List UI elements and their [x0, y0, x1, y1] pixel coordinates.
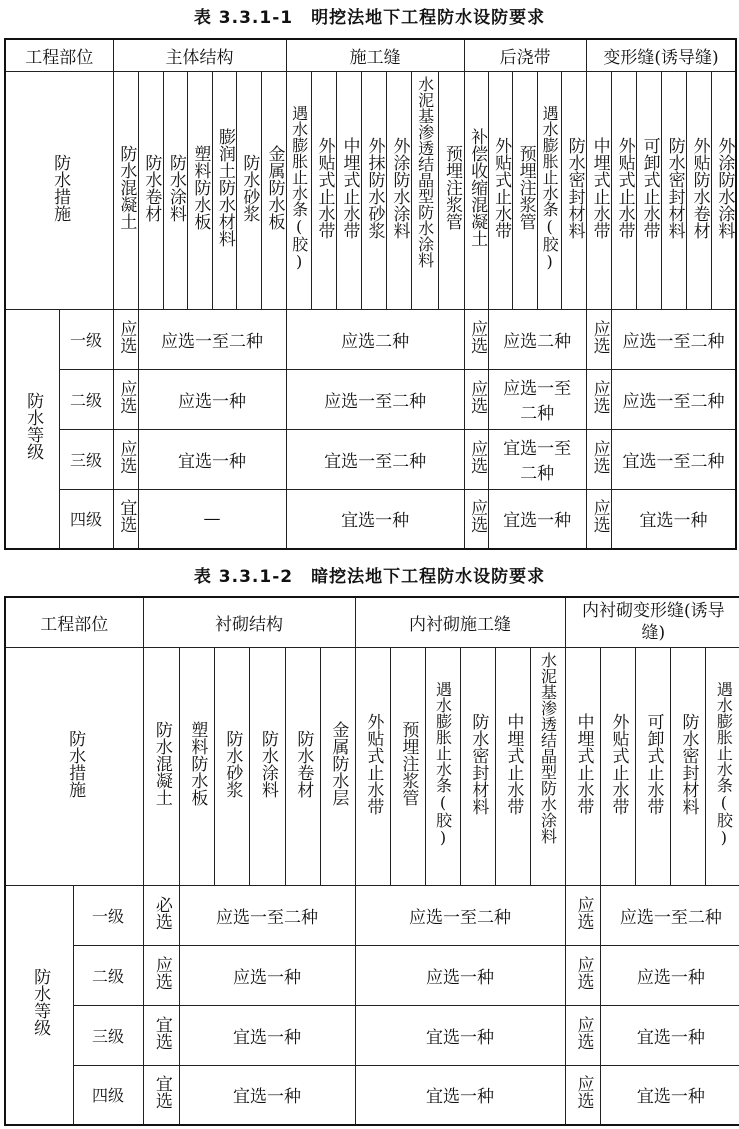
table-row — [5, 489, 736, 549]
part-label: 工程部位 — [5, 597, 143, 647]
table1-caption: 表 3.3.1-1 明挖法地下工程防水设防要求 — [193, 8, 546, 28]
measure-cell — [138, 71, 163, 309]
main-choice: — — [138, 489, 286, 549]
deform-requirement: 应选 — [589, 499, 610, 534]
measure-label: 预埋注浆管 — [398, 721, 419, 806]
deform-requirement: 应选 — [589, 379, 610, 414]
joint-choice: 应选一至二种 — [286, 369, 464, 429]
post-requirement: 应选 — [467, 319, 488, 354]
measure-label: 防水混凝土 — [151, 721, 172, 806]
level-label: 一级 — [59, 309, 113, 369]
measure-label: 中埋式止水带 — [339, 136, 360, 239]
main-requirement: 应选 — [151, 955, 172, 990]
req-cell — [143, 1065, 179, 1125]
req-cell — [586, 429, 611, 489]
measure-cell — [212, 71, 236, 309]
deform-choice: 宜选一种 — [600, 1005, 739, 1065]
grade-label: 防水等级 — [30, 968, 51, 1037]
measure-label: 外涂防水涂料 — [389, 136, 410, 239]
measure-cell — [113, 71, 138, 309]
deform-choice: 应选一至二种 — [611, 369, 736, 429]
req-cell — [113, 489, 138, 549]
grade-label-cell — [5, 885, 73, 1125]
table-row — [5, 369, 736, 429]
measure-label: 防水砂浆 — [222, 729, 243, 798]
level-label: 三级 — [59, 429, 113, 489]
measure-cell — [460, 647, 495, 885]
measure-cell — [355, 647, 390, 885]
deform-choice: 宜选一种 — [611, 489, 736, 549]
joint-choice: 宜选一种 — [355, 1065, 565, 1125]
measure-cell — [561, 71, 586, 309]
grade-label: 防水等级 — [23, 392, 44, 461]
main-choice: 宜选一种 — [179, 1065, 355, 1125]
level-label: 四级 — [73, 1065, 143, 1125]
table-row — [5, 1065, 739, 1125]
joint-choice: 宜选一种 — [355, 1005, 565, 1065]
measure-label: 金属防水层 — [328, 721, 349, 806]
req-cell — [464, 369, 488, 429]
measure-cell — [249, 647, 285, 885]
table-row — [5, 429, 736, 489]
measure-cell — [600, 647, 635, 885]
measure-label: 防水密封材料 — [564, 136, 585, 239]
measure-cell — [488, 71, 512, 309]
table2-tunneling-waterproofing — [4, 596, 739, 1126]
measure-label: 防水混凝土 — [116, 145, 137, 230]
main-choice: 应选一至二种 — [138, 309, 286, 369]
group-main-structure: 主体结构 — [113, 39, 286, 71]
measure-label: 可卸式止水带 — [639, 136, 660, 239]
group-lining-structure: 衬砌结构 — [143, 597, 355, 647]
measure-label: 防水卷材 — [141, 153, 162, 222]
req-cell — [143, 885, 179, 945]
req-cell — [565, 885, 600, 945]
deform-requirement: 应选 — [589, 319, 610, 354]
measure-label: 中埋式止水带 — [573, 712, 594, 815]
table1-open-cut-waterproofing — [4, 38, 737, 550]
measure-label: 补偿收缩混凝土 — [467, 128, 488, 247]
measure-label: 防水砂浆 — [239, 153, 260, 222]
measure-cell — [611, 71, 636, 309]
measure-label: 防水密封材料 — [664, 136, 685, 239]
measure-cell — [711, 71, 736, 309]
measures-label-cell — [5, 647, 143, 885]
measure-label: 防水密封材料 — [678, 712, 699, 815]
measure-cell — [464, 71, 488, 309]
measure-label: 外贴式止水带 — [491, 136, 512, 239]
main-requirement: 宜选 — [151, 1015, 172, 1050]
measure-label: 塑料防水板 — [190, 145, 211, 230]
measure-label: 中埋式止水带 — [503, 712, 524, 815]
measure-cell — [311, 71, 336, 309]
measure-label: 防水密封材料 — [468, 712, 489, 815]
deform-choice: 宜选一至二种 — [611, 429, 736, 489]
main-requirement: 应选 — [116, 379, 137, 414]
table-row — [5, 1005, 739, 1065]
measure-label: 遇水膨胀止水条(胶) — [433, 680, 453, 847]
measure-cell — [390, 647, 425, 885]
main-choice: 宜选一种 — [138, 429, 286, 489]
level-label: 四级 — [59, 489, 113, 549]
measure-label: 预埋注浆管 — [442, 145, 463, 230]
measure-label: 水泥基渗透结晶型防水涂料 — [415, 75, 435, 268]
group-construction-joint: 施工缝 — [286, 39, 464, 71]
req-cell — [565, 1005, 600, 1065]
measure-label: 外涂防水涂料 — [714, 136, 735, 239]
measure-cell — [705, 647, 739, 885]
table-row — [5, 945, 739, 1005]
joint-choice: 应选一至二种 — [355, 885, 565, 945]
measure-cell — [163, 71, 187, 309]
table2-caption: 表 3.3.1-2 暗挖法地下工程防水设防要求 — [193, 567, 546, 587]
req-cell — [565, 945, 600, 1005]
part-label: 工程部位 — [5, 39, 113, 71]
measure-cell — [179, 647, 214, 885]
post-choice: 宜选一至二种 — [488, 429, 586, 489]
measure-cell — [670, 647, 705, 885]
deform-requirement: 应选 — [589, 439, 610, 474]
post-requirement: 应选 — [467, 439, 488, 474]
measure-cell — [530, 647, 565, 885]
main-requirement: 宜选 — [116, 499, 137, 534]
table-row — [5, 885, 739, 945]
measure-cell — [361, 71, 386, 309]
deform-choice: 应选一至二种 — [611, 309, 736, 369]
post-requirement: 应选 — [467, 379, 488, 414]
measure-label: 防水涂料 — [165, 153, 186, 222]
group-post-pour-strip: 后浇带 — [464, 39, 586, 71]
deform-requirement: 应选 — [573, 1015, 594, 1050]
measure-cell — [236, 71, 261, 309]
measures-label-cell — [5, 71, 113, 309]
measure-label: 可卸式止水带 — [643, 712, 664, 815]
req-cell — [143, 945, 179, 1005]
req-cell — [113, 429, 138, 489]
measure-label: 遇水膨胀止水条(胶) — [289, 104, 309, 271]
level-label: 三级 — [73, 1005, 143, 1065]
measure-cell — [425, 647, 460, 885]
measure-label: 预埋注浆管 — [515, 145, 536, 230]
main-choice: 宜选一种 — [179, 1005, 355, 1065]
grade-label-cell — [5, 309, 59, 549]
measure-label: 防水涂料 — [257, 729, 278, 798]
measure-label: 外贴防水卷材 — [689, 136, 710, 239]
group-deformation-joint: 变形缝(诱导缝) — [586, 39, 736, 71]
measure-cell — [261, 71, 286, 309]
measure-cell — [411, 71, 438, 309]
measure-label: 遇水膨胀止水条(胶) — [540, 104, 560, 271]
main-requirement: 应选 — [116, 439, 137, 474]
main-requirement: 必选 — [151, 895, 172, 930]
level-label: 二级 — [59, 369, 113, 429]
measure-cell — [214, 647, 249, 885]
group-inner-lining-deformation-joint: 内衬砌变形缝(诱导缝) — [565, 597, 739, 647]
joint-choice: 宜选一种 — [286, 489, 464, 549]
deform-choice: 应选一至二种 — [600, 885, 739, 945]
measure-cell — [386, 71, 411, 309]
measure-label: 外抹防水砂浆 — [364, 136, 385, 239]
measure-cell — [143, 647, 179, 885]
measure-label: 遇水膨胀止水条(胶) — [714, 680, 734, 847]
main-requirement: 宜选 — [151, 1075, 172, 1110]
measure-cell — [336, 71, 361, 309]
deform-requirement: 应选 — [573, 1075, 594, 1110]
req-cell — [565, 1065, 600, 1125]
measure-cell — [286, 71, 311, 309]
post-requirement: 应选 — [467, 499, 488, 534]
main-requirement: 应选 — [116, 319, 137, 354]
post-choice: 应选二种 — [488, 309, 586, 369]
measure-cell — [586, 71, 611, 309]
measures-label: 防水措施 — [65, 729, 86, 798]
req-cell — [586, 369, 611, 429]
joint-choice: 应选二种 — [286, 309, 464, 369]
req-cell — [464, 429, 488, 489]
joint-choice: 应选一种 — [355, 945, 565, 1005]
deform-requirement: 应选 — [573, 955, 594, 990]
measure-cell — [320, 647, 355, 885]
req-cell — [464, 489, 488, 549]
group-inner-lining-joint: 内衬砌施工缝 — [355, 597, 565, 647]
req-cell — [464, 309, 488, 369]
measure-cell — [495, 647, 530, 885]
measure-cell — [636, 71, 661, 309]
measure-cell — [537, 71, 561, 309]
measure-cell — [565, 647, 600, 885]
measure-cell — [512, 71, 537, 309]
measures-label: 防水措施 — [50, 153, 71, 222]
measure-label: 金属防水板 — [264, 145, 285, 230]
measure-label: 中埋式止水带 — [589, 136, 610, 239]
post-choice: 应选一至二种 — [488, 369, 586, 429]
measure-label: 塑料防水板 — [187, 721, 208, 806]
measure-label: 外贴式止水带 — [314, 136, 335, 239]
level-label: 二级 — [73, 945, 143, 1005]
main-choice: 应选一种 — [138, 369, 286, 429]
main-choice: 应选一至二种 — [179, 885, 355, 945]
level-label: 一级 — [73, 885, 143, 945]
table-row — [5, 309, 736, 369]
joint-choice: 宜选一至二种 — [286, 429, 464, 489]
post-choice: 宜选一种 — [488, 489, 586, 549]
measure-label: 水泥基渗透结晶型防水涂料 — [538, 651, 558, 844]
req-cell — [586, 309, 611, 369]
measure-label: 膨润土防水材料 — [214, 128, 235, 247]
measure-label: 外贴式止水带 — [614, 136, 635, 239]
measure-cell — [285, 647, 320, 885]
deform-choice: 宜选一种 — [600, 1065, 739, 1125]
req-cell — [113, 309, 138, 369]
req-cell — [143, 1005, 179, 1065]
measure-cell — [187, 71, 212, 309]
deform-choice: 应选一种 — [600, 945, 739, 1005]
measure-label: 防水卷材 — [293, 729, 314, 798]
deform-requirement: 应选 — [573, 895, 594, 930]
measure-cell — [635, 647, 670, 885]
measure-cell — [661, 71, 686, 309]
measure-label: 外贴式止水带 — [608, 712, 629, 815]
measure-cell — [438, 71, 464, 309]
req-cell — [586, 489, 611, 549]
req-cell — [113, 369, 138, 429]
measure-label: 外贴式止水带 — [363, 712, 384, 815]
main-choice: 应选一种 — [179, 945, 355, 1005]
measure-cell — [686, 71, 711, 309]
